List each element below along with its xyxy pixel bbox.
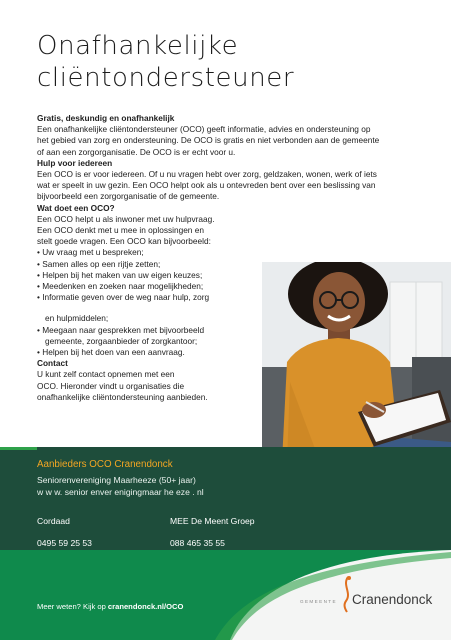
paragraph-line: of aan een zorgorganisatie. De OCO is er echt voor u.: [37, 146, 236, 157]
bullet-item: • Samen alles op een rijtje zetten;: [37, 258, 161, 269]
provider-senioren-name: Seniorenvereniging Maarheeze (50+ jaar): [37, 475, 196, 485]
bullet-item: • Meedenken en zoeken naar mogelijkheden;: [37, 281, 204, 292]
paragraph-line: Een onafhankelijke cliëntondersteuner (OCO) geeft informatie, advies en ondersteuning op: [37, 124, 371, 135]
paragraph-line: Een OCO denkt met u mee in oplossingen en: [37, 225, 204, 236]
provider-name: Cordaad: [37, 516, 70, 526]
paragraph-line: het gebied van zorg en ondersteuning. De OCO is gratis en niet verbonden aan de gemeente: [37, 135, 380, 146]
heading-wat-doet: Wat doet een OCO?: [37, 202, 115, 213]
more-info-text: [37, 602, 183, 611]
paragraph-line: wat er speelt in uw gezin. Een OCO helpt ook als u ontevreden bent over een beslissing van: [37, 180, 376, 191]
paragraph-line: OCO. Hieronder vindt u organisaties die: [37, 380, 185, 391]
page-title: [37, 30, 437, 94]
provider-phone[interactable]: 088 465 35 55: [170, 538, 225, 548]
title-line-2: cliëntondersteuner: [37, 63, 295, 93]
bullet-item: • Uw vraag met u bespreken;: [37, 247, 144, 258]
heading-contact: Contact: [37, 358, 68, 369]
provider-name: MEE De Meent Groep: [170, 516, 255, 526]
providers-title: Aanbieders OCO Cranendonck: [37, 459, 173, 470]
bullet-item: • Informatie geven over de weg naar hulp, zorg: [37, 292, 210, 303]
bullet-item: • Helpen bij het maken van uw eigen keuzes;: [37, 269, 203, 280]
provider-senioren-url[interactable]: w w w. senior enver enigingmaar he eze . nl: [37, 487, 204, 497]
more-info-prefix: Meer weten? Kijk op: [37, 602, 108, 611]
cranendonck-logo: [300, 575, 445, 625]
paragraph-line: U kunt zelf contact opnemen met een: [37, 369, 175, 380]
heading-gratis: Gratis, deskundig en onafhankelijk: [37, 113, 175, 123]
paragraph-line: stelt goede vragen. Een OCO kan bijvoorbeeld:: [37, 236, 211, 247]
bullet-item: • Helpen bij het doen van een aanvraag.: [37, 347, 185, 358]
provider-phone[interactable]: 0495 59 25 53: [37, 538, 92, 548]
bullet-continuation: en hulpmiddelen;: [45, 313, 109, 324]
bullet-item: • Meegaan naar gesprekken met bijvoorbeeld: [37, 324, 205, 335]
title-line-1: Onafhankelijke: [37, 31, 239, 61]
logo-name: Cranendonck: [352, 592, 433, 607]
paragraph-line: Een OCO is er voor iedereen. Of u nu vragen hebt over zorg, geldzaken, wonen, werk of iets: [37, 169, 377, 180]
paragraph-line: onafhankelijke cliëntondersteuning aanbieden.: [37, 391, 208, 402]
bullet-continuation: gemeente, zorgaanbieder of zorgkantoor;: [45, 335, 198, 346]
logo-gemeente-label: GEMEENTE: [300, 599, 337, 604]
accent-bar: [0, 447, 37, 450]
paragraph-line: bijvoorbeeld een zorgorganisatie of de gemeente.: [37, 191, 220, 202]
more-info-link[interactable]: cranendonck.nl/OCO: [107, 602, 184, 611]
paragraph-line: Een OCO helpt u als inwoner met uw hulpvraag.: [37, 213, 215, 224]
article-body: [37, 113, 447, 403]
heading-hulp: Hulp voor iedereen: [37, 157, 113, 168]
